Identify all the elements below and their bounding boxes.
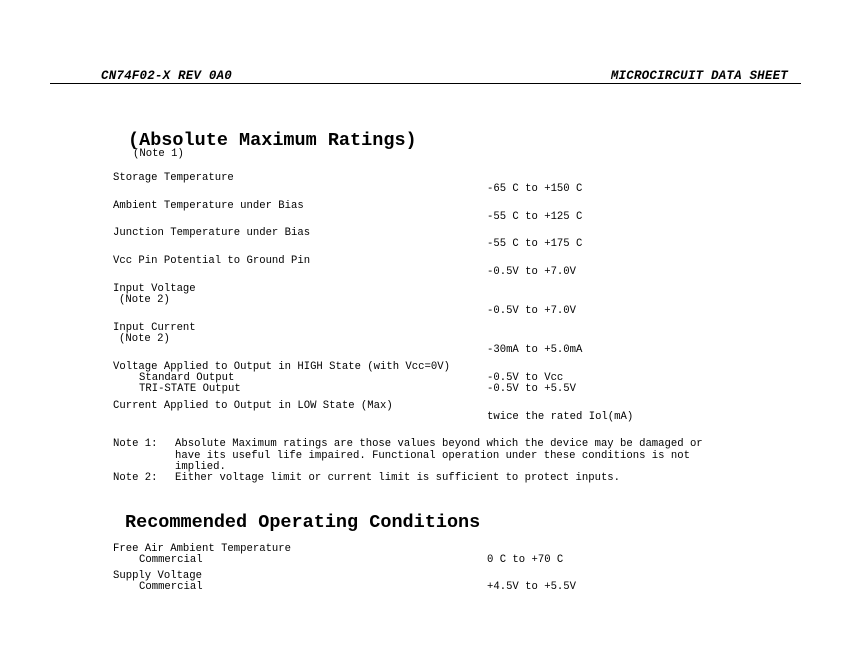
input-current-label: Input Current <box>113 322 196 334</box>
output-low-value: twice the rated Iol(mA) <box>487 411 634 423</box>
document-type-header: MICROCIRCUIT DATA SHEET <box>610 69 788 83</box>
output-low-label: Current Applied to Output in LOW State (Max) <box>113 400 393 412</box>
part-number-header: CN74F02-X REV 0A0 <box>101 69 232 83</box>
supply-voltage-label: Supply Voltage <box>113 570 203 582</box>
supply-voltage-sub: Commercial <box>139 581 203 593</box>
junction-temp-value: -55 C to +175 C <box>487 238 583 250</box>
abs-max-title: (Absolute Maximum Ratings) <box>128 130 417 151</box>
abs-max-note-ref: (Note 1) <box>133 148 184 160</box>
input-current-value: -30mA to +5.0mA <box>487 344 583 356</box>
storage-temp-label: Storage Temperature <box>113 172 234 184</box>
header-rule <box>50 83 801 84</box>
tristate-output-label: TRI-STATE Output <box>139 383 241 395</box>
storage-temp-value: -65 C to +150 C <box>487 183 583 195</box>
note-1-line-3: implied. <box>175 461 226 473</box>
free-air-temp-sub: Commercial <box>139 554 203 566</box>
tristate-output-value: -0.5V to +5.5V <box>487 383 577 395</box>
ambient-temp-label: Ambient Temperature under Bias <box>113 200 304 212</box>
vcc-potential-label: Vcc Pin Potential to Ground Pin <box>113 255 311 267</box>
input-voltage-value: -0.5V to +7.0V <box>487 305 577 317</box>
free-air-temp-label: Free Air Ambient Temperature <box>113 543 292 555</box>
note-1-tag: Note 1: <box>113 438 158 450</box>
recommended-title: Recommended Operating Conditions <box>125 512 481 533</box>
output-high-label: Voltage Applied to Output in HIGH State (with Vcc=0V) <box>113 361 450 373</box>
standard-output-label: Standard Output <box>139 372 235 384</box>
note-2-tag: Note 2: <box>113 472 158 484</box>
note-1-line-1: Absolute Maximum ratings are those values beyond which the device may be damaged or <box>175 438 703 450</box>
free-air-temp-value: 0 C to +70 C <box>487 554 564 566</box>
supply-voltage-value: +4.5V to +5.5V <box>487 581 577 593</box>
standard-output-value: -0.5V to Vcc <box>487 372 564 384</box>
note-1-line-2: have its useful life impaired. Functional operation under these conditions is not <box>175 450 690 462</box>
ambient-temp-value: -55 C to +125 C <box>487 211 583 223</box>
note-2-line-1: Either voltage limit or current limit is sufficient to protect inputs. <box>175 472 621 484</box>
input-voltage-label: Input Voltage <box>113 283 196 295</box>
input-voltage-note: (Note 2) <box>119 294 170 306</box>
input-current-note: (Note 2) <box>119 333 170 345</box>
junction-temp-label: Junction Temperature under Bias <box>113 227 311 239</box>
vcc-potential-value: -0.5V to +7.0V <box>487 266 577 278</box>
